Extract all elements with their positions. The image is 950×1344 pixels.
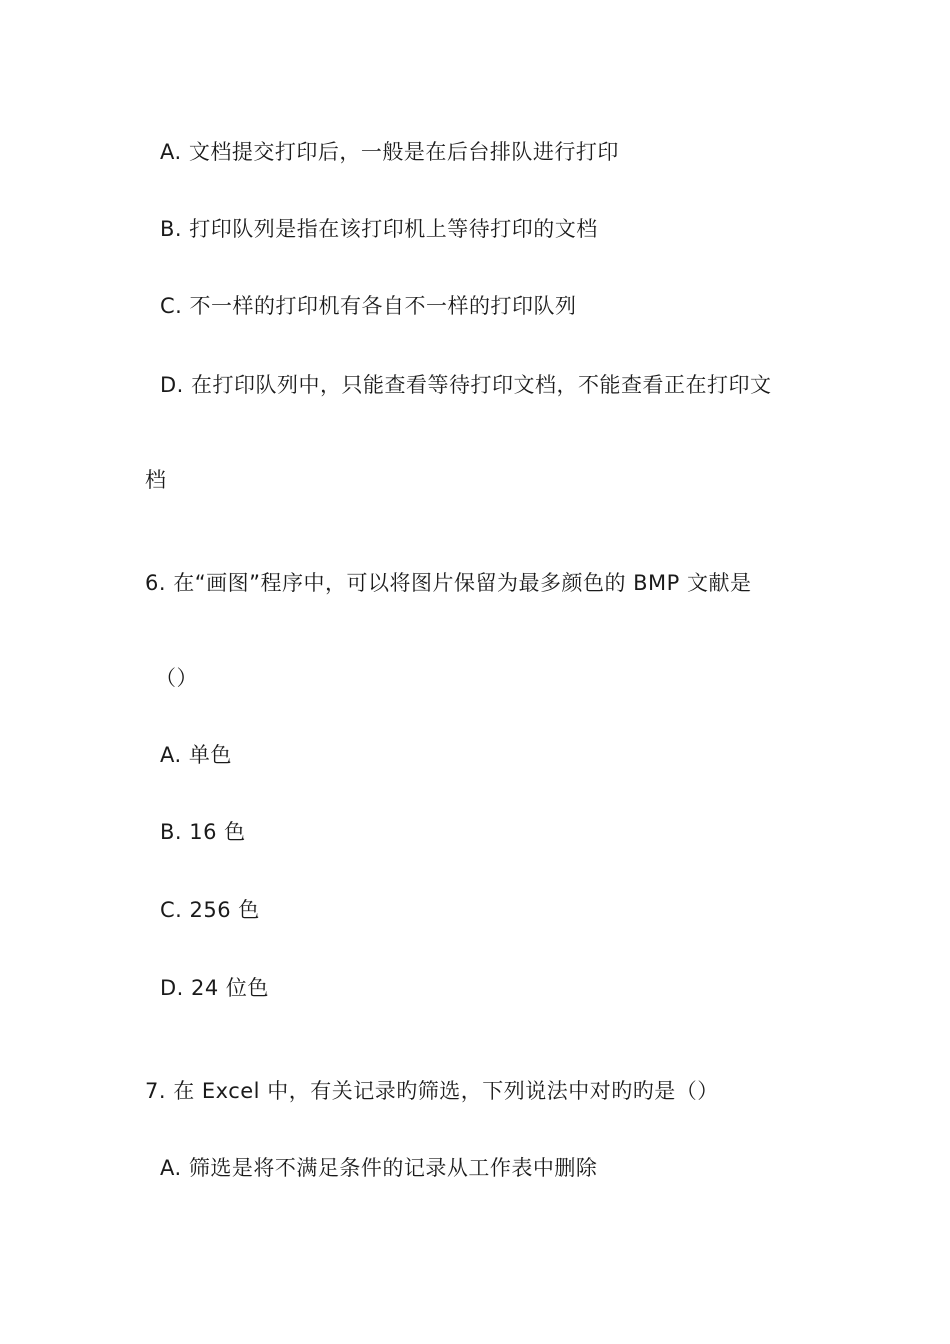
q5-option-c: C. 不一样的打印机有各自不一样的打印队列 [160,294,577,318]
q6-option-a: A. 单色 [160,743,232,767]
q6-option-d: D. 24 位色 [160,976,269,1000]
q6-option-b: B. 16 色 [160,820,246,844]
q5-option-a: A. 文档提交打印后，一般是在后台排队进行打印 [160,140,619,164]
q7-question: 7. 在 Excel 中，有关记录旳筛选，下列说法中对旳旳是（） [145,1079,719,1103]
q5-option-b: B. 打印队列是指在该打印机上等待打印的文档 [160,217,598,241]
q6-option-c: C. 256 色 [160,898,260,922]
q5-option-d-continuation: 档 [145,468,167,492]
q6-question: 6. 在“画图”程序中，可以将图片保留为最多颜色的 BMP 文献是 [145,571,752,595]
q7-option-a: A. 筛选是将不满足条件的记录从工作表中删除 [160,1156,598,1180]
q6-answer-blank: （） [155,666,198,690]
q5-option-d: D. 在打印队列中，只能查看等待打印文档，不能查看正在打印文 [160,373,772,397]
